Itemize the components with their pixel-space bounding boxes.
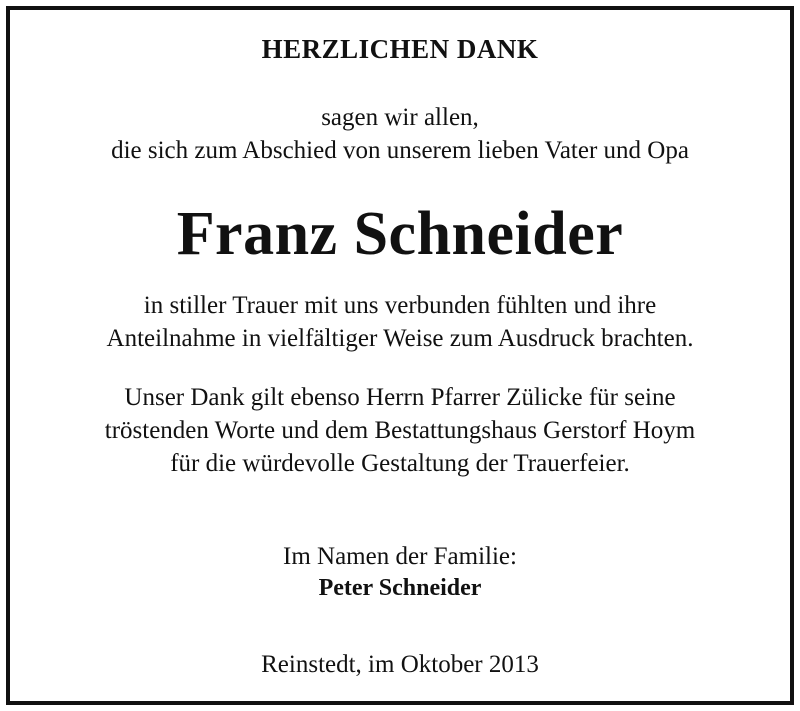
- notice-frame: [6, 6, 794, 705]
- paragraph-2-line-2: tröstenden Worte und dem Bestattungshaus Gerstorf Hoym: [104, 417, 696, 444]
- intro-line-1: sagen wir allen,: [321, 104, 479, 131]
- signer-name: Peter Schneider: [318, 575, 482, 601]
- paragraph-1-line-1: in stiller Trauer mit uns verbunden fühlten und ihre: [143, 292, 657, 319]
- deceased-name: Franz Schneider: [176, 200, 624, 268]
- signature-intro: Im Namen der Familie:: [283, 543, 517, 570]
- paragraph-2-line-1: Unser Dank gilt ebenso Herrn Pfarrer Zülicke für seine: [124, 384, 676, 411]
- paragraph-1-line-2: Anteilnahme in vielfältiger Weise zum Ausdruck brachten.: [106, 325, 694, 352]
- intro-line-2: die sich zum Abschied von unserem lieben Vater und Opa: [111, 137, 689, 164]
- heading: HERZLICHEN DANK: [261, 34, 539, 64]
- place-date: Reinstedt, im Oktober 2013: [261, 651, 539, 678]
- paragraph-2-line-3: für die würdevolle Gestaltung der Trauerfeier.: [170, 450, 630, 477]
